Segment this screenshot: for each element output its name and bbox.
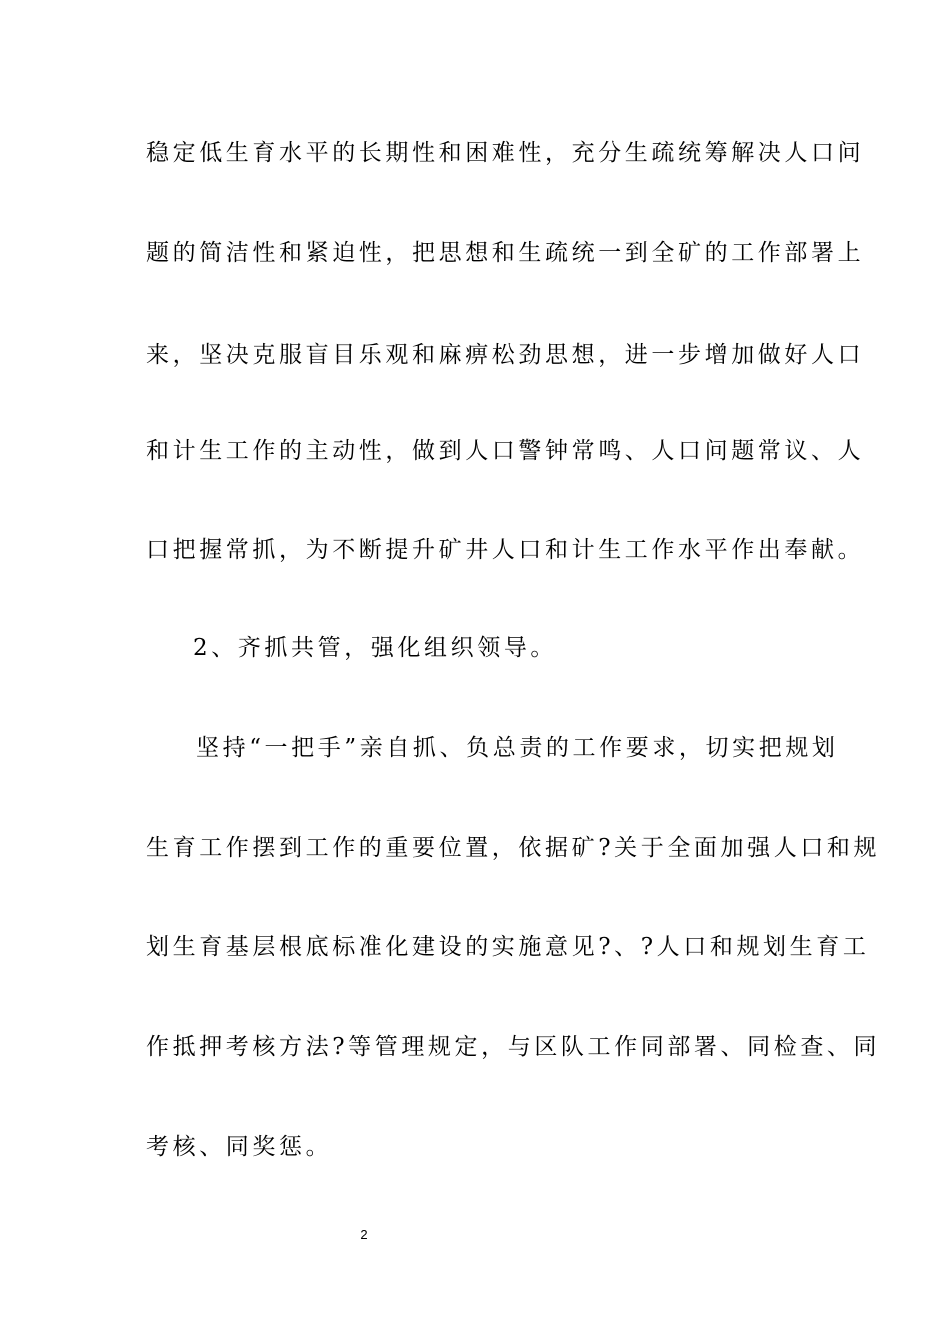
- paragraph-line-2: 题的简洁性和紧迫性，把思想和生疏统一到全矿的工作部署上: [146, 240, 865, 266]
- section-heading: 2、齐抓共管，强化组织领导。: [193, 635, 558, 661]
- paragraph-line-9: 作抵押考核方法?等管理规定，与区队工作同部署、同检查、同: [146, 1034, 881, 1060]
- paragraph-line-4: 和计生工作的主动性，做到人口警钟常鸣、人口问题常议、人: [146, 438, 865, 464]
- paragraph-line-3: 来，坚决克服盲目乐观和麻痹松劲思想，进一步增加做好人口: [146, 342, 865, 368]
- paragraph-line-8: 划生育基层根底标准化建设的实施意见?、?人口和规划生育工: [146, 934, 870, 960]
- paragraph-line-5: 口把握常抓，为不断提升矿井人口和计生工作水平作出奉献。: [146, 537, 865, 563]
- paragraph-line-6: 坚持“一把手”亲自抓、负总责的工作要求，切实把规划: [196, 735, 839, 761]
- page-number: 2: [360, 1227, 368, 1242]
- paragraph-line-10: 考核、同奖惩。: [146, 1134, 333, 1160]
- paragraph-line-1: 稳定低生育水平的长期性和困难性，充分生疏统筹解决人口问: [146, 140, 865, 166]
- paragraph-line-7: 生育工作摆到工作的重要位置，依据矿?关于全面加强人口和规: [146, 835, 881, 861]
